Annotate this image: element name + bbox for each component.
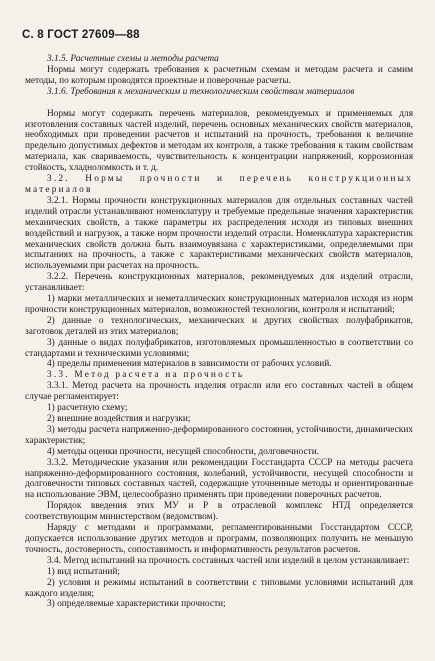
list-item: 2) внешние воздействия и нагрузки; (47, 414, 191, 424)
heading-3-1-5: 3.1.5. Расчетные схемы и методы расчета (47, 54, 219, 64)
list-item: 1) марки металлических и неметаллических конструкционных материалов исходя из норм прочности конструкционных материалов, возможностей технологии, контроля и испытаний; (25, 294, 413, 315)
list-item: 3) определяемые характеристики прочности; (47, 599, 226, 610)
paragraph: Наряду с методами и программами, регламентированными Госстандартом СССР, допускается использование других методов и программ, позволяющих получить не меньшую точность, достоверность, сопоставимость и информативность результатов расчетов. (25, 523, 413, 555)
paragraph: Нормы могут содержать перечень материалов, рекомендуемых и применяемых для изготовления составных частей изделий, перечень основных механических свойств материалов, необходимых при проведении расчетов и испытаний на прочность, требования к величине предельно допустимых дефектов и методам их контроля, а также требования к таким свойствам материала, как свариваемость, чувствительность к концентрации напряжений, коррозионная стойкость, хладноломкость и т. д. (25, 108, 413, 174)
list-item: 3) методы расчета напряженно-деформированного состояния, устойчивости, динамических характеристик; (25, 424, 413, 446)
paragraph: Нормы могут содержать требования к расчетным схемам и методам расчета и самим методы, по которым проводятся проектные и поверочные расчеты. (25, 64, 413, 86)
list-item: 4) методы оценки прочности, несущей способности, долговечности. (47, 446, 320, 457)
paragraph: Порядок введения этих МУ и Р в отраслевой комплекс НТД определяется соответствующим министерством (ведомством). (25, 501, 413, 523)
paragraph: 3.3.2. Методические указания или рекомендации Госстандарта СССР на методы расчета напряженно-деформированного состояния, колебаний, устойчивости, несущей способности и долговечности типовых составных частей, содержащие уточненные методы и ориентированные на использование ЭВМ, целесообразно применять при проведении поверочных расчетов. (25, 457, 413, 501)
paragraph: 3.4. Метод испытаний на прочность составных частей или изделий в целом устанавливает: (47, 555, 410, 566)
list-item: 4) пределы применения материалов в зависимости от рабочих условий. (47, 359, 332, 370)
heading-3-1-6: 3.1.6. Требования к механическим и технологическим свойствам материалов (47, 86, 355, 97)
paragraph: 3.2.1. Нормы прочности конструкционных материалов для отдельных составных частей изделий отрасли устанавливают номенклатуру и требуемые предельные значения характеристик механических свойств, а также параметры их распределения исходя из типовых внешних воздействий и нагрузок, а также норм прочности изделий отрасли. Номенклатура характеристик механических свойств должна быть взаимоувязана с характеристиками, определяемыми при испытаниях на прочность, а также с характеристиками механических свойств материалов, используемыми при расчетах на прочность. (25, 195, 413, 272)
paragraph: 3.3.1. Метод расчета на прочность изделия отрасли или его составных частей в общем случае регламентирует: (25, 381, 413, 403)
paragraph: 3.2.2. Перечень конструкционных материалов, рекомендуемых для изделий отрасли, устанавливает: (25, 272, 413, 294)
list-item: 1) вид испытаний; (47, 566, 120, 577)
list-item: 2) данные о технологических, механических и других свойствах полуфабрикатов, заготовок деталей из этих материалов; (25, 315, 413, 337)
page-header: С. 8 ГОСТ 27609—88 (22, 29, 140, 41)
heading-3-2: 3.2. Нормы прочности и перечень конструкционных материалов (25, 174, 413, 195)
list-item: 1) расчетную схему; (47, 403, 128, 414)
list-item: 3) данные о видах полуфабрикатов, изготовляемых промышленностью в соответствии со стандартами и техническими условиями; (25, 337, 413, 359)
heading-3-3: 3.3. Метод расчета на прочность (47, 370, 245, 381)
document-body (25, 54, 413, 610)
list-item: 2) условия и режимы испытаний в соответствии с типовыми условиями испытаний для каждого изделия; (25, 577, 413, 599)
